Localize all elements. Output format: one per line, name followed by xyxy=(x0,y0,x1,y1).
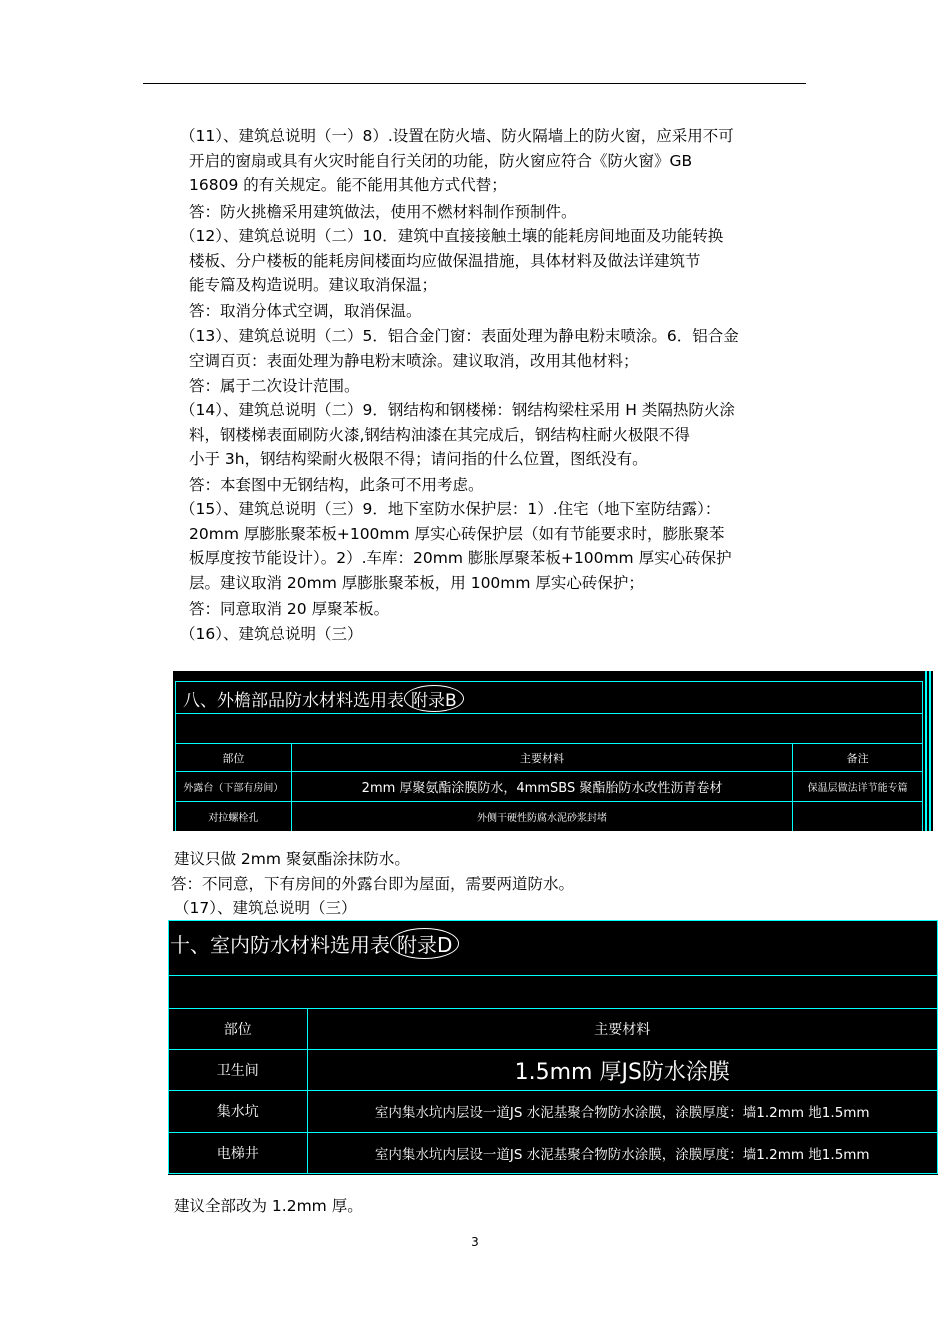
item-title: （13）、建筑总说明（二）5．铝合金门窗：表面处理为静电粉末喷涂。6．铝合金 xyxy=(180,327,739,345)
table-d-cell: 电梯井 xyxy=(169,1132,308,1173)
table-d-grid xyxy=(168,920,938,1174)
item-16-title: （16）、建筑总说明（三） xyxy=(180,625,363,643)
note-b: 建议只做 2mm 聚氨酯涂抹防水。 xyxy=(174,850,410,868)
item-12-answer: 答：取消分体式空调，取消保温。 xyxy=(189,302,422,320)
item-15-answer: 答：同意取消 20 厚聚苯板。 xyxy=(189,600,390,618)
table-b-cell: 保温层做法详节能专篇 xyxy=(793,772,923,802)
table-d-title: 十、室内防水材料选用表 附录D xyxy=(170,928,459,959)
item-body-line: 板厚度按节能设计）。2）.车库：20mm 膨胀厚聚苯板+100mm 厚实心砖保护 xyxy=(189,549,732,567)
table-d-header: 部位 xyxy=(169,1008,308,1049)
item-17-title: （17）、建筑总说明（三） xyxy=(174,899,357,917)
table-b-header: 备注 xyxy=(793,744,923,772)
item-body-line: 16809 的有关规定。能不能用其他方式代替； xyxy=(189,176,507,194)
item-title: （12）、建筑总说明（二）10．建筑中直接接触土壤的能耗房间地面及功能转换 xyxy=(180,227,724,245)
item-14 xyxy=(180,398,810,472)
item-body-line: 层。建议取消 20mm 厚膨胀聚苯板，用 100mm 厚实心砖保护； xyxy=(189,573,644,592)
table-b-grid xyxy=(175,681,923,831)
cad-border-line xyxy=(925,671,927,831)
table-d-header: 主要材料 xyxy=(307,1008,937,1049)
appendix-b-label: 附录B xyxy=(404,685,464,712)
item-13-answer: 答：属于二次设计范围。 xyxy=(189,377,360,395)
note-d: 建议全部改为 1.2mm 厚。 xyxy=(174,1197,363,1215)
appendix-d-label: 附录D xyxy=(390,928,459,959)
table-b-cell: 2mm 厚聚氨酯涂膜防水，4mmSBS 聚酯胎防水改性沥青卷材 xyxy=(291,772,792,802)
item-body-line: 料，钢楼梯表面刷防火漆,钢结构油漆在其完成后，钢结构柱耐火极限不得 xyxy=(189,425,690,444)
item-body-line: 开启的窗扇或具有火灾时能自行关闭的功能，防火窗应符合《防火窗》GB xyxy=(189,151,693,170)
item-11-answer: 答：防火挑檐采用建筑做法，使用不燃材料制作预制件。 xyxy=(189,203,577,221)
cad-table-b xyxy=(173,671,933,831)
item-body-line: 楼板、分户楼板的能耗房间楼面均应做保温措施，具体材料及做法详建筑节 xyxy=(189,251,701,270)
table-d-cell: 1.5mm 厚JS防水涂膜 xyxy=(307,1050,937,1091)
item-body-line: 空调百页：表面处理为静电粉末喷涂。建议取消，改用其他材料； xyxy=(189,351,639,370)
table-b-title: 八、外檐部品防水材料选用表 附录B xyxy=(183,685,464,712)
table-b-cell xyxy=(793,802,923,832)
item-14-answer: 答：本套图中无钢结构，此条可不用考虑。 xyxy=(189,476,484,494)
table-b-cell: 对拉螺栓孔 xyxy=(176,802,292,832)
answer-b: 答：不同意，下有房间的外露台即为屋面，需要两道防水。 xyxy=(171,875,575,893)
item-13 xyxy=(180,324,810,373)
table-d-cell: 室内集水坑内层设一道JS 水泥基聚合物防水涂膜，涂膜厚度：墙1.2mm 地1.5mm xyxy=(307,1132,937,1173)
item-body-line: 小于 3h，钢结构梁耐火极限不得；请问指的什么位置，图纸没有。 xyxy=(189,450,648,468)
table-b-cell: 外侧干硬性防腐水泥砂浆封堵 xyxy=(291,802,792,832)
table-d-cell: 集水坑 xyxy=(169,1091,308,1132)
page-number: 3 xyxy=(471,1235,479,1249)
table-b-header: 部位 xyxy=(176,744,292,772)
item-title: （14）、建筑总说明（二）9．钢结构和钢楼梯：钢结构梁柱采用 H 类隔热防火涂 xyxy=(180,401,735,419)
item-body-line: 能专篇及构造说明。建议取消保温； xyxy=(189,276,438,294)
item-title: （11）、建筑总说明（一）8）.设置在防火墙、防火隔墙上的防火窗，应采用不可 xyxy=(180,127,734,145)
item-11 xyxy=(180,124,810,198)
table-d-cell: 室内集水坑内层设一道JS 水泥基聚合物防水涂膜，涂膜厚度：墙1.2mm 地1.5mm xyxy=(307,1091,937,1132)
cad-table-d xyxy=(168,920,938,1175)
table-d-cell: 卫生间 xyxy=(169,1050,308,1091)
item-12 xyxy=(180,224,810,298)
cad-border-line xyxy=(929,671,931,831)
table-b-header: 主要材料 xyxy=(291,744,792,772)
header-rule xyxy=(143,83,806,84)
item-15 xyxy=(180,497,810,595)
item-body-line: 20mm 厚膨胀聚苯板+100mm 厚实心砖保护层（如有节能要求时，膨胀聚苯 xyxy=(189,524,725,543)
item-title: （15）、建筑总说明（三）9．地下室防水保护层：1）.住宅（地下室防结露）： xyxy=(180,500,721,518)
table-b-cell: 外露台（下部有房间） xyxy=(176,772,292,802)
